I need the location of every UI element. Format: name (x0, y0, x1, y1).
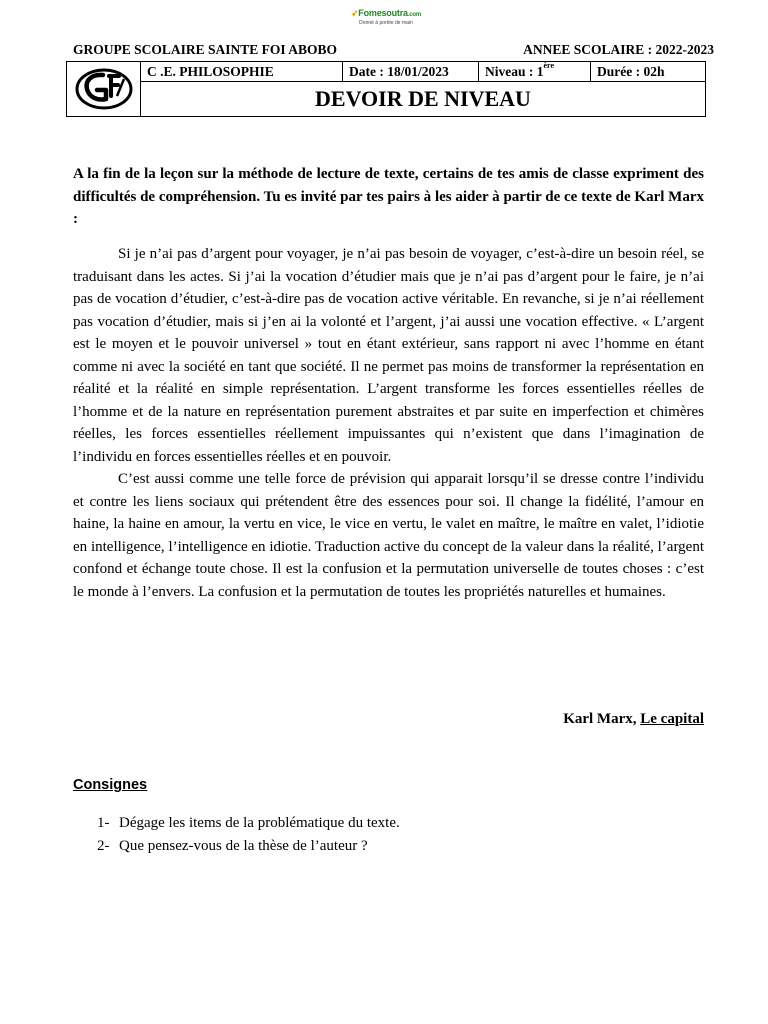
date-cell: Date : 18/01/2023 (343, 62, 479, 81)
brand-name: Fomesoutra (358, 8, 408, 18)
brand-domain: .com (407, 12, 422, 18)
school-logo-icon (73, 66, 135, 112)
brand-watermark (336, 8, 436, 26)
exam-header-table (66, 61, 706, 117)
level-label: Niveau : 1 (485, 64, 544, 79)
author-name: Karl Marx, (563, 711, 637, 727)
level-superscript: ère (543, 61, 555, 70)
level-cell (479, 62, 591, 81)
book-title: Le capital (640, 711, 704, 727)
philosophy-text (73, 243, 704, 603)
intro-paragraph: A la fin de la leçon sur la méthode de lecture de texte, certains de tes amis de classe expriment des difficultés de compréhension. Tu es invité par tes pairs à les aider à partir de ce texte de Karl Marx : (73, 166, 704, 227)
school-line (73, 42, 714, 58)
subject-cell: C .E. PHILOSOPHIE (141, 62, 343, 81)
author-citation (563, 708, 704, 730)
consigne-number: 2- (97, 837, 110, 854)
consignes-heading: Consignes (73, 777, 148, 793)
consignes-list (97, 812, 400, 857)
text-paragraph-2: C’est aussi comme une telle force de prévision qui apparait lorsqu’il se dresse contre l’individu et contre les liens sociaux qui prétendent être des essences pour soi. Il change la fidélité, l’amour en haine, la haine en amour, la vertu en vice, le vice en vertu, le valet en maître, le maître en valet, l’idiotie en intelligence, l’intelligence en idiotie. Traduction active du concept de la valeur dans la réalité, l’argent confond et échange toute chose. Il est la confusion et la permutation universelle de toutes choses : c’est le monde à l’envers. La confusion et la permutation de toutes les propriétés naturelles et humaines. (73, 471, 704, 600)
text-paragraph-1: Si je n’ai pas d’argent pour voyager, je n’ai pas besoin de voyager, c’est-à-dire un besoin réel, se traduisant dans les actes. Si j’ai la vocation d’étudier mais que je n’ai pas d’argent pour le faire, je n’ai pas de vocation d’étudier, c’est-à-dire pas de vocation active véritable. En revanche, si je n’ai réellement pas vocation d’étudier, mais si j’en ai la volonté et l’argent, j’ai aussi une vocation effective. « L’argent est le moyen et le pouvoir universel » tout en étant extérieur, sans rapport ni avec l’homme en étant comme ni avec la société en tant que société. Il ne permet pas moins de transformer la représentation en réalité et la réalité en simple représentation. L’argent transforme les forces essentielles réelles de l’homme et de la nature en représentation purement abstraites et par suite en imperfection et chimères réelles, les forces essentielles réellement impuissantes qui n’existent que dans l’imagination de l’individu en forces essentielles réelles et en pouvoir. (73, 246, 704, 465)
school-year: ANNEE SCOLAIRE : 2022-2023 (523, 42, 714, 57)
school-logo (67, 62, 141, 116)
consigne-text: Que pensez-vous de la thèse de l’auteur ? (119, 837, 368, 854)
school-name: GROUPE SCOLAIRE SAINTE FOI ABOBO (73, 42, 338, 57)
leaf-icon: ➶ (350, 8, 359, 18)
exam-info-row (141, 62, 705, 82)
consigne-number: 1- (97, 815, 110, 831)
duration-cell: Durée : 02h (597, 64, 665, 79)
consigne-text: Dégage les items de la problématique du texte. (119, 815, 400, 831)
consigne-item (97, 835, 400, 858)
consigne-item (97, 812, 400, 835)
exam-title: DEVOIR DE NIVEAU (315, 86, 531, 111)
brand-tagline: Donné à portée de main (359, 20, 413, 26)
